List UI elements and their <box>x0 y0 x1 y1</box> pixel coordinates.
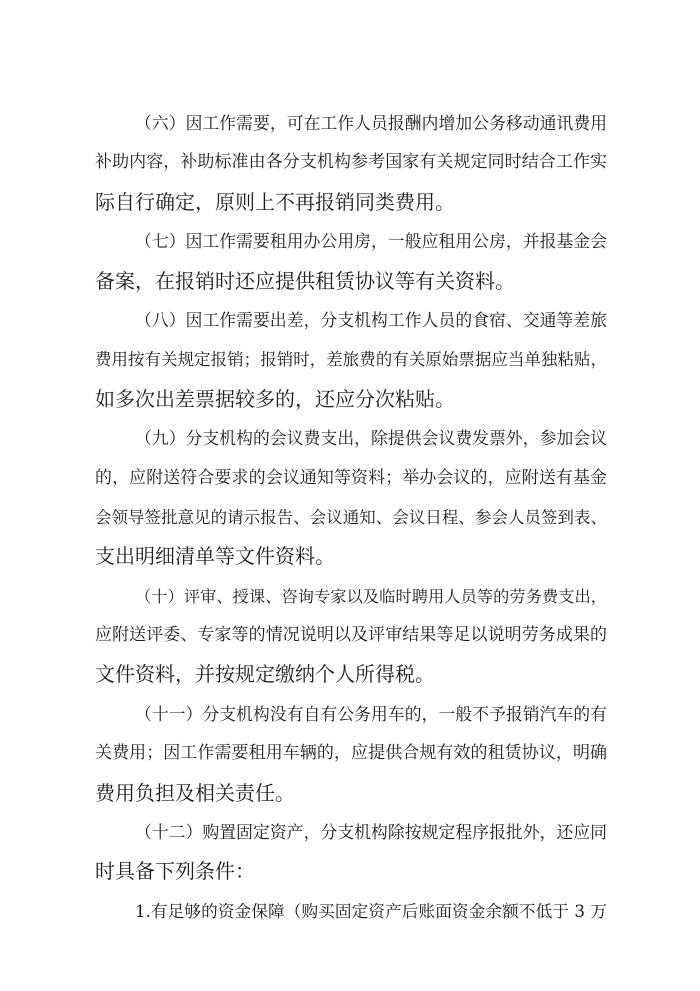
text-line: 1.有足够的资金保障（购买固定资产后账面资金余额不低于 3 万 <box>135 901 607 921</box>
text-line: 关费用；因工作需要租用车辆的，应提供合规有效的租赁协议，明确 <box>95 743 607 764</box>
text-line: （六）因工作需要，可在工作人员报酬内增加公务移动通讯费用 <box>135 113 607 133</box>
text-line: 支出明细清单等文件资料。 <box>95 544 335 569</box>
paragraph-item-11 <box>95 695 607 813</box>
text-line: （九）分支机构的会议费支出，除提供会议费发票外，参加会议 <box>135 428 607 449</box>
paragraph-item-6 <box>95 104 607 222</box>
text-line: （十）评审、授课、咨询专家以及临时聘用人员等的劳务费支出， <box>135 586 607 606</box>
text-line: 文件资料，并按规定缴纳个人所得税。 <box>95 662 435 687</box>
text-line: 时具备下列条件： <box>95 859 255 884</box>
text-line: 费用按有关规定报销；报销时，差旅费的有关原始票据应当单独粘贴， <box>95 350 607 370</box>
text-line: （十一）分支机构没有自有公务用车的，一般不予报销汽车的有 <box>135 703 607 724</box>
text-line: 应附送评委、专家等的情况说明以及评审结果等足以说明劳务成果的 <box>95 625 607 646</box>
paragraph-item-12 <box>95 813 607 892</box>
document-body <box>95 104 607 931</box>
paragraph-item-8 <box>95 301 607 419</box>
text-line: 费用负担及相关责任。 <box>95 780 295 805</box>
paragraph-item-10 <box>95 577 607 695</box>
paragraph-condition-1 <box>95 892 607 931</box>
text-line: （十二）购置固定资产，分支机构除按规定程序报批外，还应同 <box>135 822 607 843</box>
paragraph-item-9 <box>95 419 607 577</box>
text-line: 备案，在报销时还应提供租赁协议等有关资料。 <box>95 268 515 293</box>
text-line: 如多次出差票据较多的，还应分次粘贴。 <box>95 386 455 411</box>
text-line: 补助内容，补助标准由各分支机构参考国家有关规定同时结合工作实 <box>95 152 607 173</box>
text-line: 际自行确定，原则上不再报销同类费用。 <box>95 189 455 214</box>
text-line: （七）因工作需要租用办公用房，一般应租用公房，并报基金会 <box>135 231 607 252</box>
text-line: 的，应附送符合要求的会议通知等资料；举办会议的，应附送有基金 <box>95 467 607 488</box>
text-line: （八）因工作需要出差，分支机构工作人员的食宿、交通等差旅 <box>135 309 607 330</box>
text-line: 会领导签批意见的请示报告、会议通知、会议日程、参会人员签到表、 <box>95 507 607 527</box>
paragraph-item-7 <box>95 222 607 301</box>
